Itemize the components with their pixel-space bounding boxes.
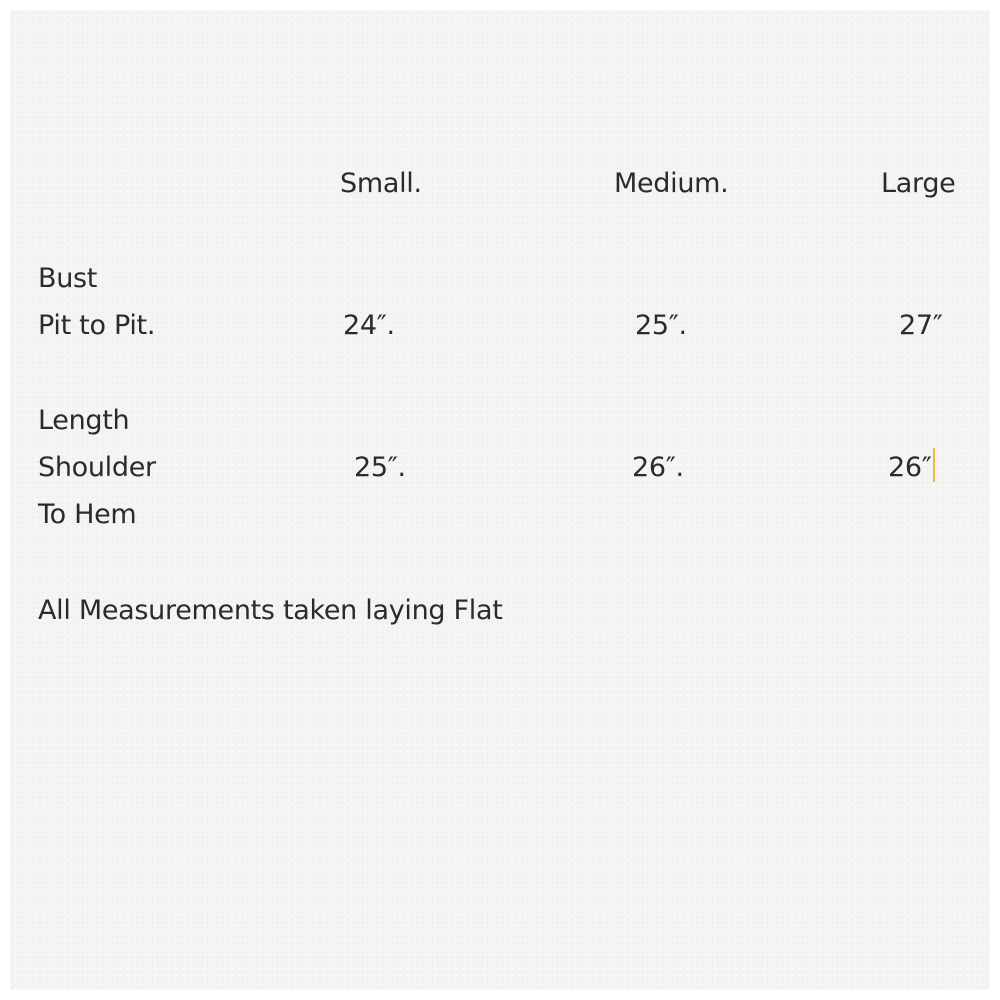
length-medium-value: 26″. bbox=[632, 452, 684, 483]
length-large-cell[interactable] bbox=[888, 444, 935, 491]
length-small-value: 25″. bbox=[354, 452, 406, 483]
header-small: Small. bbox=[340, 168, 422, 199]
bust-label bbox=[38, 255, 155, 349]
length-label-line-3: To Hem bbox=[38, 499, 137, 530]
bust-medium-value: 25″. bbox=[635, 310, 687, 341]
bust-small-value: 24″. bbox=[343, 310, 395, 341]
measurement-note: All Measurements taken laying Flat bbox=[38, 595, 503, 626]
length-label-line-1: Length bbox=[38, 405, 130, 436]
note-paper bbox=[10, 10, 990, 990]
length-label bbox=[38, 397, 156, 538]
header-medium: Medium. bbox=[614, 168, 729, 199]
text-cursor bbox=[933, 448, 935, 482]
length-large-value: 26″ bbox=[888, 452, 932, 483]
length-label-line-2: Shoulder bbox=[38, 452, 156, 483]
bust-label-line-1: Bust bbox=[38, 263, 98, 294]
header-large: Large bbox=[881, 168, 956, 199]
bust-large-value: 27″ bbox=[899, 310, 943, 341]
bust-label-line-2: Pit to Pit. bbox=[38, 310, 156, 341]
